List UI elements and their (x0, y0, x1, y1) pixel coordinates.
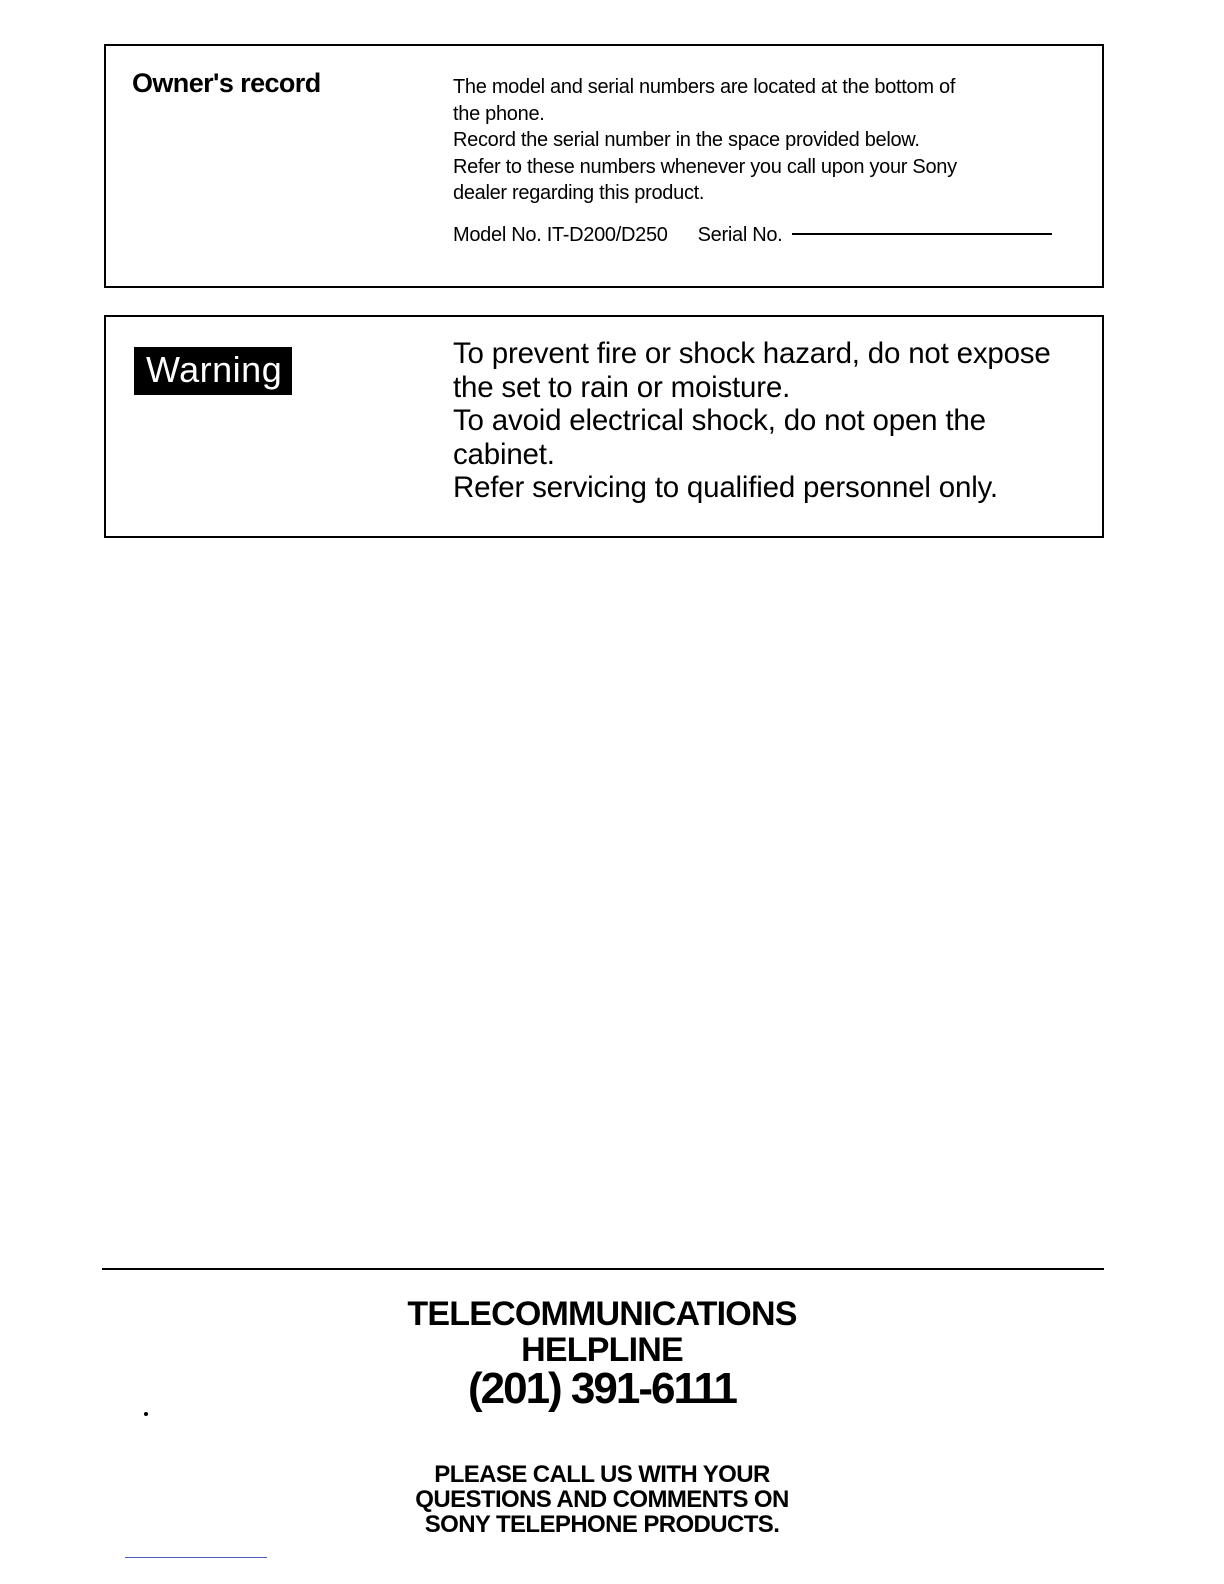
owners-record-line: the phone. (453, 102, 545, 125)
helpline-note-line: PLEASE CALL US WITH YOUR (434, 1461, 770, 1488)
helpline-note (0, 1462, 1204, 1537)
warning-box (104, 315, 1104, 538)
warning-line: cabinet. (453, 437, 555, 471)
helpline-note-line: QUESTIONS AND COMMENTS ON (415, 1486, 789, 1513)
warning-heading: Warning (134, 347, 292, 395)
owners-record-line: The model and serial numbers are located at the bottom of (453, 76, 956, 98)
owners-record-line: Refer to these numbers whenever you call upon your Sony (453, 155, 957, 178)
warning-line: To prevent fire or shock hazard, do not expose (453, 337, 1051, 370)
helpline-title-line: TELECOMMUNICATIONS (407, 1295, 797, 1333)
model-serial-line (453, 222, 1090, 249)
owners-record-heading: Owner's record (132, 68, 321, 98)
stray-mark (144, 1412, 148, 1416)
owners-record-line: dealer regarding this product. (453, 182, 705, 204)
bottom-divider (125, 1557, 267, 1558)
serial-number-blank (792, 232, 1052, 235)
helpline-note-line: SONY TELEPHONE PRODUCTS. (424, 1511, 780, 1538)
warning-line: the set to rain or moisture. (453, 370, 791, 404)
serial-label: Serial No. (697, 223, 783, 246)
owners-record-line: Record the serial number in the space provided below. (453, 129, 920, 151)
warning-text (453, 337, 1090, 505)
warning-line: Refer servicing to qualified personnel only. (453, 471, 998, 504)
model-number: Model No. IT-D200/D250 (453, 223, 668, 246)
owners-record-text (453, 74, 1090, 248)
owners-record-box (104, 44, 1104, 288)
helpline-title (0, 1296, 1204, 1368)
warning-line: To avoid electrical shock, do not open the (453, 404, 986, 437)
footer-divider (102, 1268, 1104, 1270)
helpline-title-line: HELPLINE (521, 1331, 683, 1369)
helpline-phone-number: (201) 391-6111 (467, 1364, 737, 1413)
